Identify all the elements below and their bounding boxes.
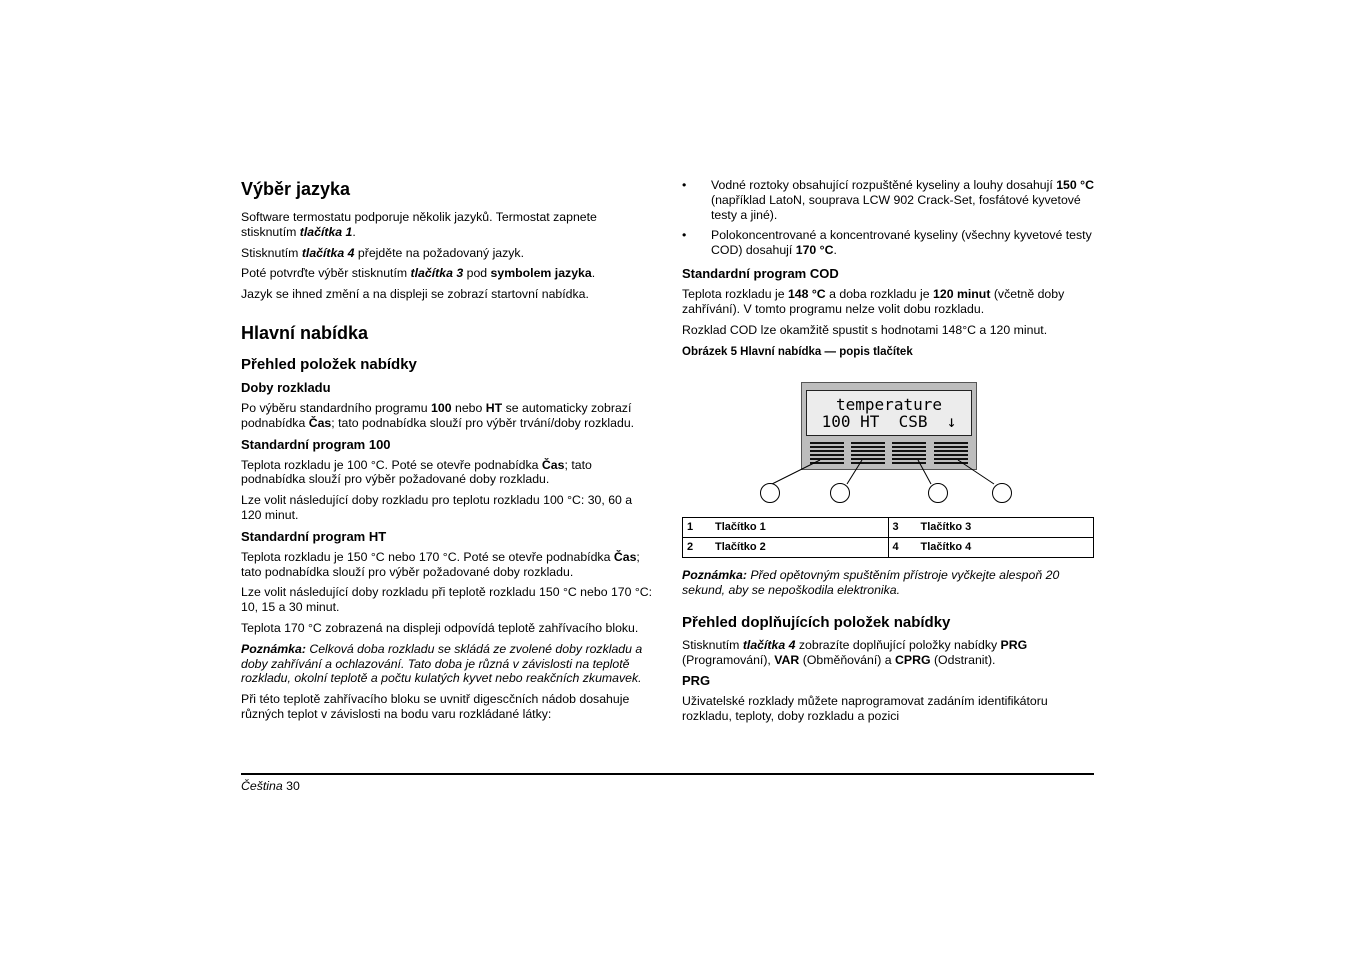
paragraph-program-100-times: Lze volit následující doby rozkladu pro teplotu rozkladu 100 °C: 30, 60 a 120 minut. (241, 493, 633, 522)
list-item: • Polokoncentrované a koncentrované kyseliny (všechny kyvetové testy COD) dosahují 170 °C. (682, 228, 1094, 258)
temperature-bullet-list (682, 178, 1094, 258)
page-footer (241, 779, 300, 793)
note-total-time: Poznámka: Celková doba rozkladu se skládá ze zvolené doby rozkladu a doby zahřívání a ochlazování. Tato doba je různá v závislosti na teplotě rozkladu, okolní teplotě a počtu kulatých kyvet nebo reakčních zkumavek. (241, 641, 643, 686)
heading-program-ht: Standardní program HT (241, 528, 387, 544)
heading-program-cod: Standardní program COD (682, 265, 839, 281)
footer-page-number: 30 (282, 779, 300, 793)
right-column (682, 178, 1094, 730)
paragraph-language-intro: Software termostatu podporuje několik jazyků. Termostat zapnete stisknutím tlačítka 1. (241, 210, 597, 239)
legend-label: Tlačítko 2 (711, 538, 888, 558)
legend-label: Tlačítko 1 (711, 518, 888, 538)
paragraph-block-temperature: Teplota 170 °C zobrazená na displeji odpovídá teplotě zahřívacího bloku. (241, 620, 639, 635)
main-menu-figure (682, 382, 1094, 517)
paragraph-language-confirm: Poté potvrďte výběr stisknutím tlačítka 3 pod symbolem jazyka. (241, 266, 596, 281)
paragraph-extra-menu: Stisknutím tlačítka 4 zobrazíte doplňující položky nabídky PRG (Programování), VAR (Obměňování) a CPRG (Odstranit). (682, 637, 1028, 667)
paragraph-cod-start: Rozklad COD lze okamžitě spustit s hodnotami 148°C a 120 minut. (682, 322, 1048, 337)
table-row (683, 518, 1094, 538)
legend-label: Tlačítko 4 (917, 538, 1094, 558)
footer-divider (241, 773, 1094, 775)
paragraph-program-ht-times: Lze volit následující doby rozkladu při teplotě rozkladu 150 °C nebo 170 °C: 10, 15 a 30 minut. (241, 585, 653, 615)
legend-number: 2 (683, 538, 712, 558)
heading-extra-menu: Přehled doplňujících položek nabídky (682, 613, 951, 631)
figure-caption: Obrázek 5 Hlavní nabídka — popis tlačítek (682, 346, 913, 359)
legend-number: 3 (888, 518, 917, 538)
paragraph-program-ht: Teplota rozkladu je 150 °C nebo 170 °C. Poté se otevře podnabídka Čas; tato podnabídka slouží pro výběr požadované doby rozkladu. (241, 549, 640, 579)
heading-menu-overview: Přehled položek nabídky (241, 355, 417, 373)
callout-leader-lines (682, 382, 1094, 517)
paragraph-language-select: Stisknutím tlačítka 4 přejděte na požadovaný jazyk. (241, 245, 525, 260)
note-restart: Poznámka: Před opětovným spuštěním přístroje vyčkejte alespoň 20 sekund, aby se nepoškodila elektronika. (682, 568, 1060, 597)
heading-digestion-times: Doby rozkladu (241, 379, 331, 395)
button-legend-table (682, 517, 1094, 558)
leader-line-3 (918, 460, 931, 484)
lcd-line-1: temperature (836, 395, 942, 415)
leader-line-1 (772, 460, 820, 484)
list-item: • Vodné roztoky obsahující rozpuštěné kyseliny a louhy dosahují 150 °C (například LatoN, souprava LCW 902 Crack-Set, fosfátové kyvetové testy a jiné). (682, 178, 1094, 222)
footer-language: Čeština (241, 779, 283, 793)
heading-main-menu: Hlavní nabídka (241, 322, 369, 343)
legend-number: 1 (683, 518, 712, 538)
heading-program-100: Standardní program 100 (241, 436, 391, 452)
legend-number: 4 (888, 538, 917, 558)
legend-label: Tlačítko 3 (917, 518, 1094, 538)
heading-prg: PRG (682, 673, 711, 689)
paragraph-program-100: Teplota rozkladu je 100 °C. Poté se otevře podnabídka Čas; tato podnabídka slouží pro výběr požadované doby rozkladu. (241, 457, 592, 487)
paragraph-language-change: Jazyk se ihned změní a na displeji se zobrazí startovní nabídka. (241, 287, 589, 302)
left-column (241, 178, 653, 728)
paragraph-vessel-temperatures: Při této teplotě zahřívacího bloku se uvnitř digescčních nádob dosahuje různých teplot v závislosti na bodu varu rozkládané látky: (241, 692, 630, 721)
lcd-line-2: 100 HT CSB ↓ (821, 412, 957, 432)
paragraph-digestion-times: Po výběru standardního programu 100 nebo HT se automaticky zobrazí podnabídka Čas; tato podnabídka slouží pro výběr trvání/doby rozkladu. (241, 400, 635, 430)
paragraph-program-cod: Teplota rozkladu je 148 °C a doba rozkladu je 120 minut (včetně doby zahřívání). V tomto programu nelze volit dobu rozkladu. (682, 286, 1065, 316)
leader-line-2 (847, 460, 862, 484)
table-row (683, 538, 1094, 558)
leader-line-4 (958, 460, 994, 484)
heading-language-selection: Výběr jazyka (241, 179, 351, 199)
paragraph-prg: Uživatelské rozklady můžete naprogramovat zadáním identifikátoru rozkladu, teploty, doby rozkladu a pozici (682, 694, 1048, 724)
